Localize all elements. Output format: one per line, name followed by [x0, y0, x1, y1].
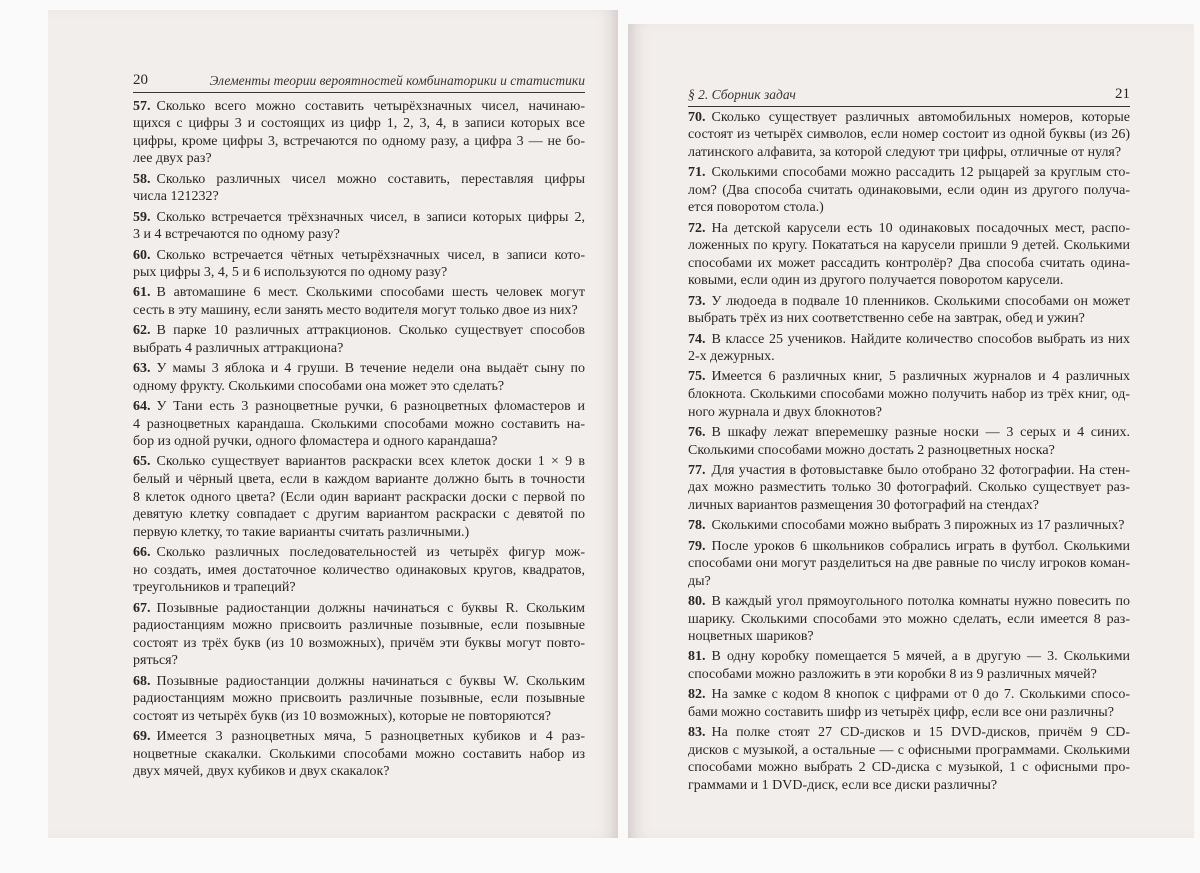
problem-text: 8 клеток одного цвета? (Если один вариант раскраски доски с первой по	[133, 489, 585, 505]
problem-number: 74.	[688, 331, 706, 347]
problem-item	[688, 109, 1130, 162]
problem-line	[133, 247, 585, 265]
problem-line	[133, 524, 585, 542]
problem-line	[688, 348, 1130, 366]
problem-item	[688, 686, 1130, 721]
problem-line	[688, 479, 1130, 497]
problem-item	[133, 398, 585, 451]
problem-line	[133, 673, 585, 691]
problem-line	[133, 398, 585, 416]
problem-line	[133, 489, 585, 507]
problem-text: На полке стоят 27 CD-дисков и 15 DVD-дисков, причём 9 CD-	[711, 725, 1130, 741]
problem-text: бор из одной ручки, одного фломастера и одного карандаша?	[133, 434, 498, 450]
problem-list	[688, 106, 1130, 795]
problem-item	[133, 247, 585, 282]
problem-line	[133, 188, 585, 206]
problem-text: способами можно выбрать 2 CD-диска с музыкой, 1 с офисными про-	[688, 760, 1130, 776]
problem-item	[688, 724, 1130, 794]
problem-number: 71.	[688, 165, 706, 181]
problem-line	[133, 98, 585, 116]
problem-line	[688, 593, 1130, 611]
problem-text: Позывные радиостанции должны начинаться с буквы R. Скольким	[156, 600, 585, 616]
problem-line	[688, 424, 1130, 442]
problem-text: В шкафу лежат вперемешку разные носки — 3 серых и 4 синих.	[711, 424, 1130, 440]
problem-text: треугольников и трапеций?	[133, 580, 296, 596]
problem-item	[133, 728, 585, 781]
problem-line	[688, 368, 1130, 386]
problem-text: ряться?	[133, 653, 178, 669]
problem-text: лом? (Два способа считать одинаковыми, если один из другого получа-	[688, 182, 1130, 198]
problem-line	[688, 237, 1130, 255]
problem-text: шарику. Сколькими способами это можно сделать, если имеется 8 раз-	[688, 611, 1130, 627]
problem-text: Сколько различных чисел можно составить, переставляя цифры	[156, 171, 585, 187]
problem-line	[688, 442, 1130, 460]
problem-line	[133, 652, 585, 670]
problem-line	[688, 538, 1130, 556]
problem-text: состоят из четырёх букв (из 10 возможных), которые не повторяются?	[133, 708, 552, 724]
problem-text: Сколько существует вариантов раскраски всех клеток доски 1 × 9 в	[156, 454, 585, 470]
problem-line	[688, 555, 1130, 573]
problem-line	[688, 666, 1130, 684]
problem-text: радиостанциям можно присвоить различные позывные, если позывные	[133, 618, 585, 634]
problem-item	[133, 322, 585, 357]
problem-number: 69.	[133, 729, 151, 745]
problem-number: 70.	[688, 109, 706, 125]
problem-item	[133, 171, 585, 206]
problem-line	[133, 115, 585, 133]
problem-line	[688, 648, 1130, 666]
problem-line	[133, 453, 585, 471]
problem-line	[133, 708, 585, 726]
problem-item	[688, 368, 1130, 421]
problem-text: щихся с цифры 3 и состоящих из цифр 1, 2, 3, 4, в записи которых все	[133, 116, 585, 132]
page-number: 20	[133, 72, 148, 88]
problem-text: радиостанциям можно присвоить различные позывные, если позывные	[133, 691, 585, 707]
problem-number: 66.	[133, 545, 151, 561]
problem-line	[133, 635, 585, 653]
running-header	[688, 86, 1130, 107]
problem-line	[688, 109, 1130, 127]
problem-text: В каждый угол прямоугольного потолка комнаты нужно повесить по	[711, 594, 1130, 609]
problem-line	[688, 404, 1130, 422]
problem-number: 65.	[133, 454, 151, 470]
problem-item	[133, 673, 585, 726]
problem-text: личных вариантов размещения 30 фотографий на стендах?	[688, 497, 1039, 513]
problem-text: белый и чёрный цвета, если в каждом варианте должно быть в точности	[133, 472, 585, 488]
problem-text: способами они могут разделиться на две равные по числу игроков коман-	[688, 556, 1130, 572]
problem-item	[688, 331, 1130, 366]
problem-line	[133, 378, 585, 396]
problem-line	[688, 704, 1130, 722]
problem-text: На замке с кодом 8 кнопок с цифрами от 0 до 7. Сколькими спосо-	[711, 687, 1130, 703]
problem-line	[688, 272, 1130, 290]
problem-line	[688, 331, 1130, 349]
problem-line	[688, 310, 1130, 328]
problem-item	[688, 293, 1130, 328]
problem-line	[133, 617, 585, 635]
problem-number: 64.	[133, 399, 151, 414]
problem-number: 73.	[688, 293, 706, 309]
problem-item	[688, 648, 1130, 683]
problem-text: В одну коробку помещается 5 мячей, а в другую — 3. Сколькими	[711, 649, 1130, 665]
problem-number: 79.	[688, 538, 706, 554]
problem-line	[688, 611, 1130, 629]
running-title: § 2. Сборник задач	[688, 87, 796, 102]
problem-line	[133, 302, 585, 320]
problem-text: ложенных по кругу. Покататься на карусели пришли 9 детей. Сколькими	[688, 238, 1130, 254]
problem-text: двух мячей, двух кубиков и двух скакалок?	[133, 764, 390, 780]
problem-text: Сколькими способами можно рассадить 12 рыцарей за круглым сто-	[711, 165, 1130, 181]
problem-text: одному фрукту. Сколькими способами она может это сделать?	[133, 378, 505, 394]
problem-text: Для участия в фотовыставке было отобрано 32 фотографии. На стен-	[711, 462, 1130, 478]
problem-text: Позывные радиостанции должны начинаться с буквы W. Скольким	[156, 673, 585, 689]
problem-item	[688, 538, 1130, 591]
problem-text: Сколькими способами можно выбрать 3 пирожных из 17 различных?	[711, 518, 1125, 534]
problem-text: граммами и 1 DVD-диск, если все диски различны?	[688, 778, 998, 793]
problem-text: Сколько всего можно составить четырёхзначных чисел, начинаю-	[156, 98, 585, 114]
problem-line	[688, 759, 1130, 777]
problem-text: 3 и 4 встречаются по одному разу?	[133, 227, 340, 243]
problem-line	[133, 746, 585, 764]
problem-item	[688, 593, 1130, 646]
problem-text: На детской карусели есть 10 одинаковых посадочных мест, распо-	[711, 220, 1130, 236]
problem-text: В автомашине 6 мест. Сколькими способами шесть человек могут	[156, 285, 585, 301]
problem-line	[688, 144, 1130, 162]
problem-text: У мамы 3 яблока и 4 груши. В течение недели она выдаёт сыну по	[156, 361, 585, 377]
problem-text: Сколько встречается чётных четырёхзначных чисел, в записи кото-	[156, 247, 585, 263]
problem-text: Имеется 6 различных книг, 5 различных журналов и 4 различных	[711, 369, 1130, 385]
problem-text: но создать, имея достаточное количество одинаковых кругов, квадратов,	[133, 562, 585, 578]
problem-line	[133, 322, 585, 340]
problem-line	[133, 171, 585, 189]
problem-line	[133, 506, 585, 524]
problem-text: блокнота. Сколькими способами можно получить набор из трёх книг, од-	[688, 387, 1130, 403]
problem-item	[133, 544, 585, 597]
problem-line	[133, 600, 585, 618]
problem-item	[688, 424, 1130, 459]
problem-line	[133, 264, 585, 282]
problem-line	[688, 573, 1130, 591]
problem-text: рых цифры 3, 4, 5 и 6 используются по одному разу?	[133, 265, 448, 281]
problem-text: дисков с музыкой, а остальные — с офисными программами. Сколькими	[688, 742, 1130, 758]
problem-line	[688, 628, 1130, 646]
problem-line	[133, 226, 585, 244]
problem-text: первую клетку, то такие варианты считать различными.)	[133, 524, 470, 540]
running-title: Элементы теории вероятностей комбинаторики и статистики	[209, 73, 585, 88]
problem-text: Сколько различных последовательностей из четырёх фигур мож-	[156, 545, 585, 561]
problem-text: латинского алфавита, за которой следуют три цифры, отличные от нуля?	[688, 144, 1122, 160]
problem-text: способами их может рассадить контролёр? Два способа считать одина-	[688, 255, 1130, 271]
problem-number: 63.	[133, 361, 151, 377]
problem-text: выбрать 4 различных аттракциона?	[133, 340, 344, 356]
problem-number: 76.	[688, 424, 706, 440]
problem-item	[133, 453, 585, 541]
problem-list	[133, 95, 585, 781]
problem-number: 61.	[133, 285, 151, 301]
problem-line	[688, 386, 1130, 404]
problem-text: У Тани есть 3 разноцветные ручки, 6 разноцветных фломастеров и	[156, 399, 585, 414]
problem-text: способами можно разложить в эти коробки 8 из 9 различных мячей?	[688, 667, 1097, 683]
problem-number: 75.	[688, 369, 706, 385]
problem-text: ковыми, если один из другого получается поворотом карусели.	[688, 273, 1064, 289]
problem-text: бами можно составить шифр из четырёх цифр, если все они различны?	[688, 704, 1114, 720]
problem-item	[688, 164, 1130, 217]
problem-line	[133, 544, 585, 562]
running-header	[133, 72, 585, 93]
problem-number: 78.	[688, 518, 706, 534]
problem-text: ется поворотом стола.)	[688, 200, 824, 216]
problem-number: 81.	[688, 649, 706, 665]
problem-line	[133, 579, 585, 597]
problem-line	[133, 562, 585, 580]
problem-text: девятую клетку совпадает с другим вариантом раскраски с девятой по	[133, 507, 585, 523]
problem-text: В парке 10 различных аттракционов. Сколько существует способов	[156, 323, 585, 339]
problem-line	[133, 284, 585, 302]
problem-item	[688, 462, 1130, 515]
problem-text: состоят из трёх букв (из 10 возможных), причём эти буквы могут повто-	[133, 635, 585, 651]
problem-line	[133, 360, 585, 378]
problem-line	[688, 742, 1130, 760]
page-number: 21	[1115, 86, 1130, 102]
left-page	[48, 10, 618, 838]
problem-text: выбрать трёх из них соответственно себе на завтрак, обед и ужин?	[688, 311, 1085, 327]
problem-item	[133, 98, 585, 168]
problem-line	[688, 293, 1130, 311]
problem-text: ноцветные скакалки. Сколькими способами можно составить набор из	[133, 746, 585, 762]
problem-number: 58.	[133, 171, 151, 187]
problem-line	[133, 416, 585, 434]
right-page	[628, 24, 1194, 838]
problem-number: 68.	[133, 673, 151, 689]
problem-line	[688, 164, 1130, 182]
problem-number: 83.	[688, 725, 706, 741]
problem-line	[133, 209, 585, 227]
problem-text: лее двух раз?	[133, 151, 212, 167]
problem-text: цифры, кроме цифры 3, встречаются по одному разу, а цифра 3 — не бо-	[133, 133, 585, 149]
problem-number: 59.	[133, 209, 151, 225]
problem-text: Сколько встречается трёхзначных чисел, в записи которых цифры 2,	[156, 209, 585, 225]
problem-text: У людоеда в подвале 10 пленников. Сколькими способами он может	[711, 293, 1130, 309]
problem-line	[133, 763, 585, 781]
problem-line	[688, 497, 1130, 515]
problem-text: ноцветных шариков?	[688, 629, 814, 645]
problem-item	[133, 209, 585, 244]
problem-number: 57.	[133, 98, 151, 114]
problem-text: 4 разноцветных карандаша. Сколькими способами можно составить на-	[133, 416, 585, 432]
problem-line	[688, 686, 1130, 704]
problem-text: Имеется 3 разноцветных мяча, 5 разноцветных кубиков и 4 раз-	[156, 729, 585, 745]
problem-text: После уроков 6 школьников собрались играть в футбол. Сколькими	[711, 538, 1130, 554]
problem-line	[688, 255, 1130, 273]
problem-text: 2-х дежурных.	[688, 349, 775, 365]
problem-line	[133, 150, 585, 168]
problem-line	[133, 340, 585, 358]
problem-line	[688, 517, 1130, 535]
problem-number: 77.	[688, 462, 706, 478]
problem-text: Сколько существует различных автомобильных номеров, которые	[711, 109, 1130, 125]
problem-text: В классе 25 учеников. Найдите количество способов выбрать из них	[711, 331, 1130, 347]
problem-line	[688, 724, 1130, 742]
problem-text: состоят из четырёх символов, если номер состоит из одной буквы (из 26)	[688, 127, 1130, 143]
problem-line	[688, 777, 1130, 795]
problem-text: дах можно разместить только 30 фотографий. Сколько существует раз-	[688, 480, 1130, 496]
problem-item	[688, 517, 1130, 535]
problem-item	[133, 360, 585, 395]
problem-number: 80.	[688, 594, 706, 609]
problem-line	[688, 462, 1130, 480]
problem-number: 67.	[133, 600, 151, 616]
problem-line	[133, 728, 585, 746]
problem-line	[133, 471, 585, 489]
problem-line	[688, 126, 1130, 144]
problem-number: 62.	[133, 323, 151, 339]
problem-text: числа 121232?	[133, 189, 219, 205]
problem-line	[688, 220, 1130, 238]
problem-number: 82.	[688, 687, 706, 703]
problem-text: ного журнала и двух блокнотов?	[688, 404, 882, 420]
problem-text: сесть в эту машину, если занять место водителя могут только двое из них?	[133, 302, 578, 318]
problem-text: Сколькими способами можно достать 2 разноцветных носка?	[688, 442, 1055, 458]
problem-line	[688, 182, 1130, 200]
problem-line	[133, 433, 585, 451]
problem-item	[688, 220, 1130, 290]
problem-line	[133, 690, 585, 708]
problem-item	[133, 600, 585, 670]
problem-number: 72.	[688, 220, 706, 236]
problem-line	[688, 199, 1130, 217]
problem-number: 60.	[133, 247, 151, 263]
problem-line	[133, 133, 585, 151]
problem-item	[133, 284, 585, 319]
problem-text: ды?	[688, 573, 711, 589]
